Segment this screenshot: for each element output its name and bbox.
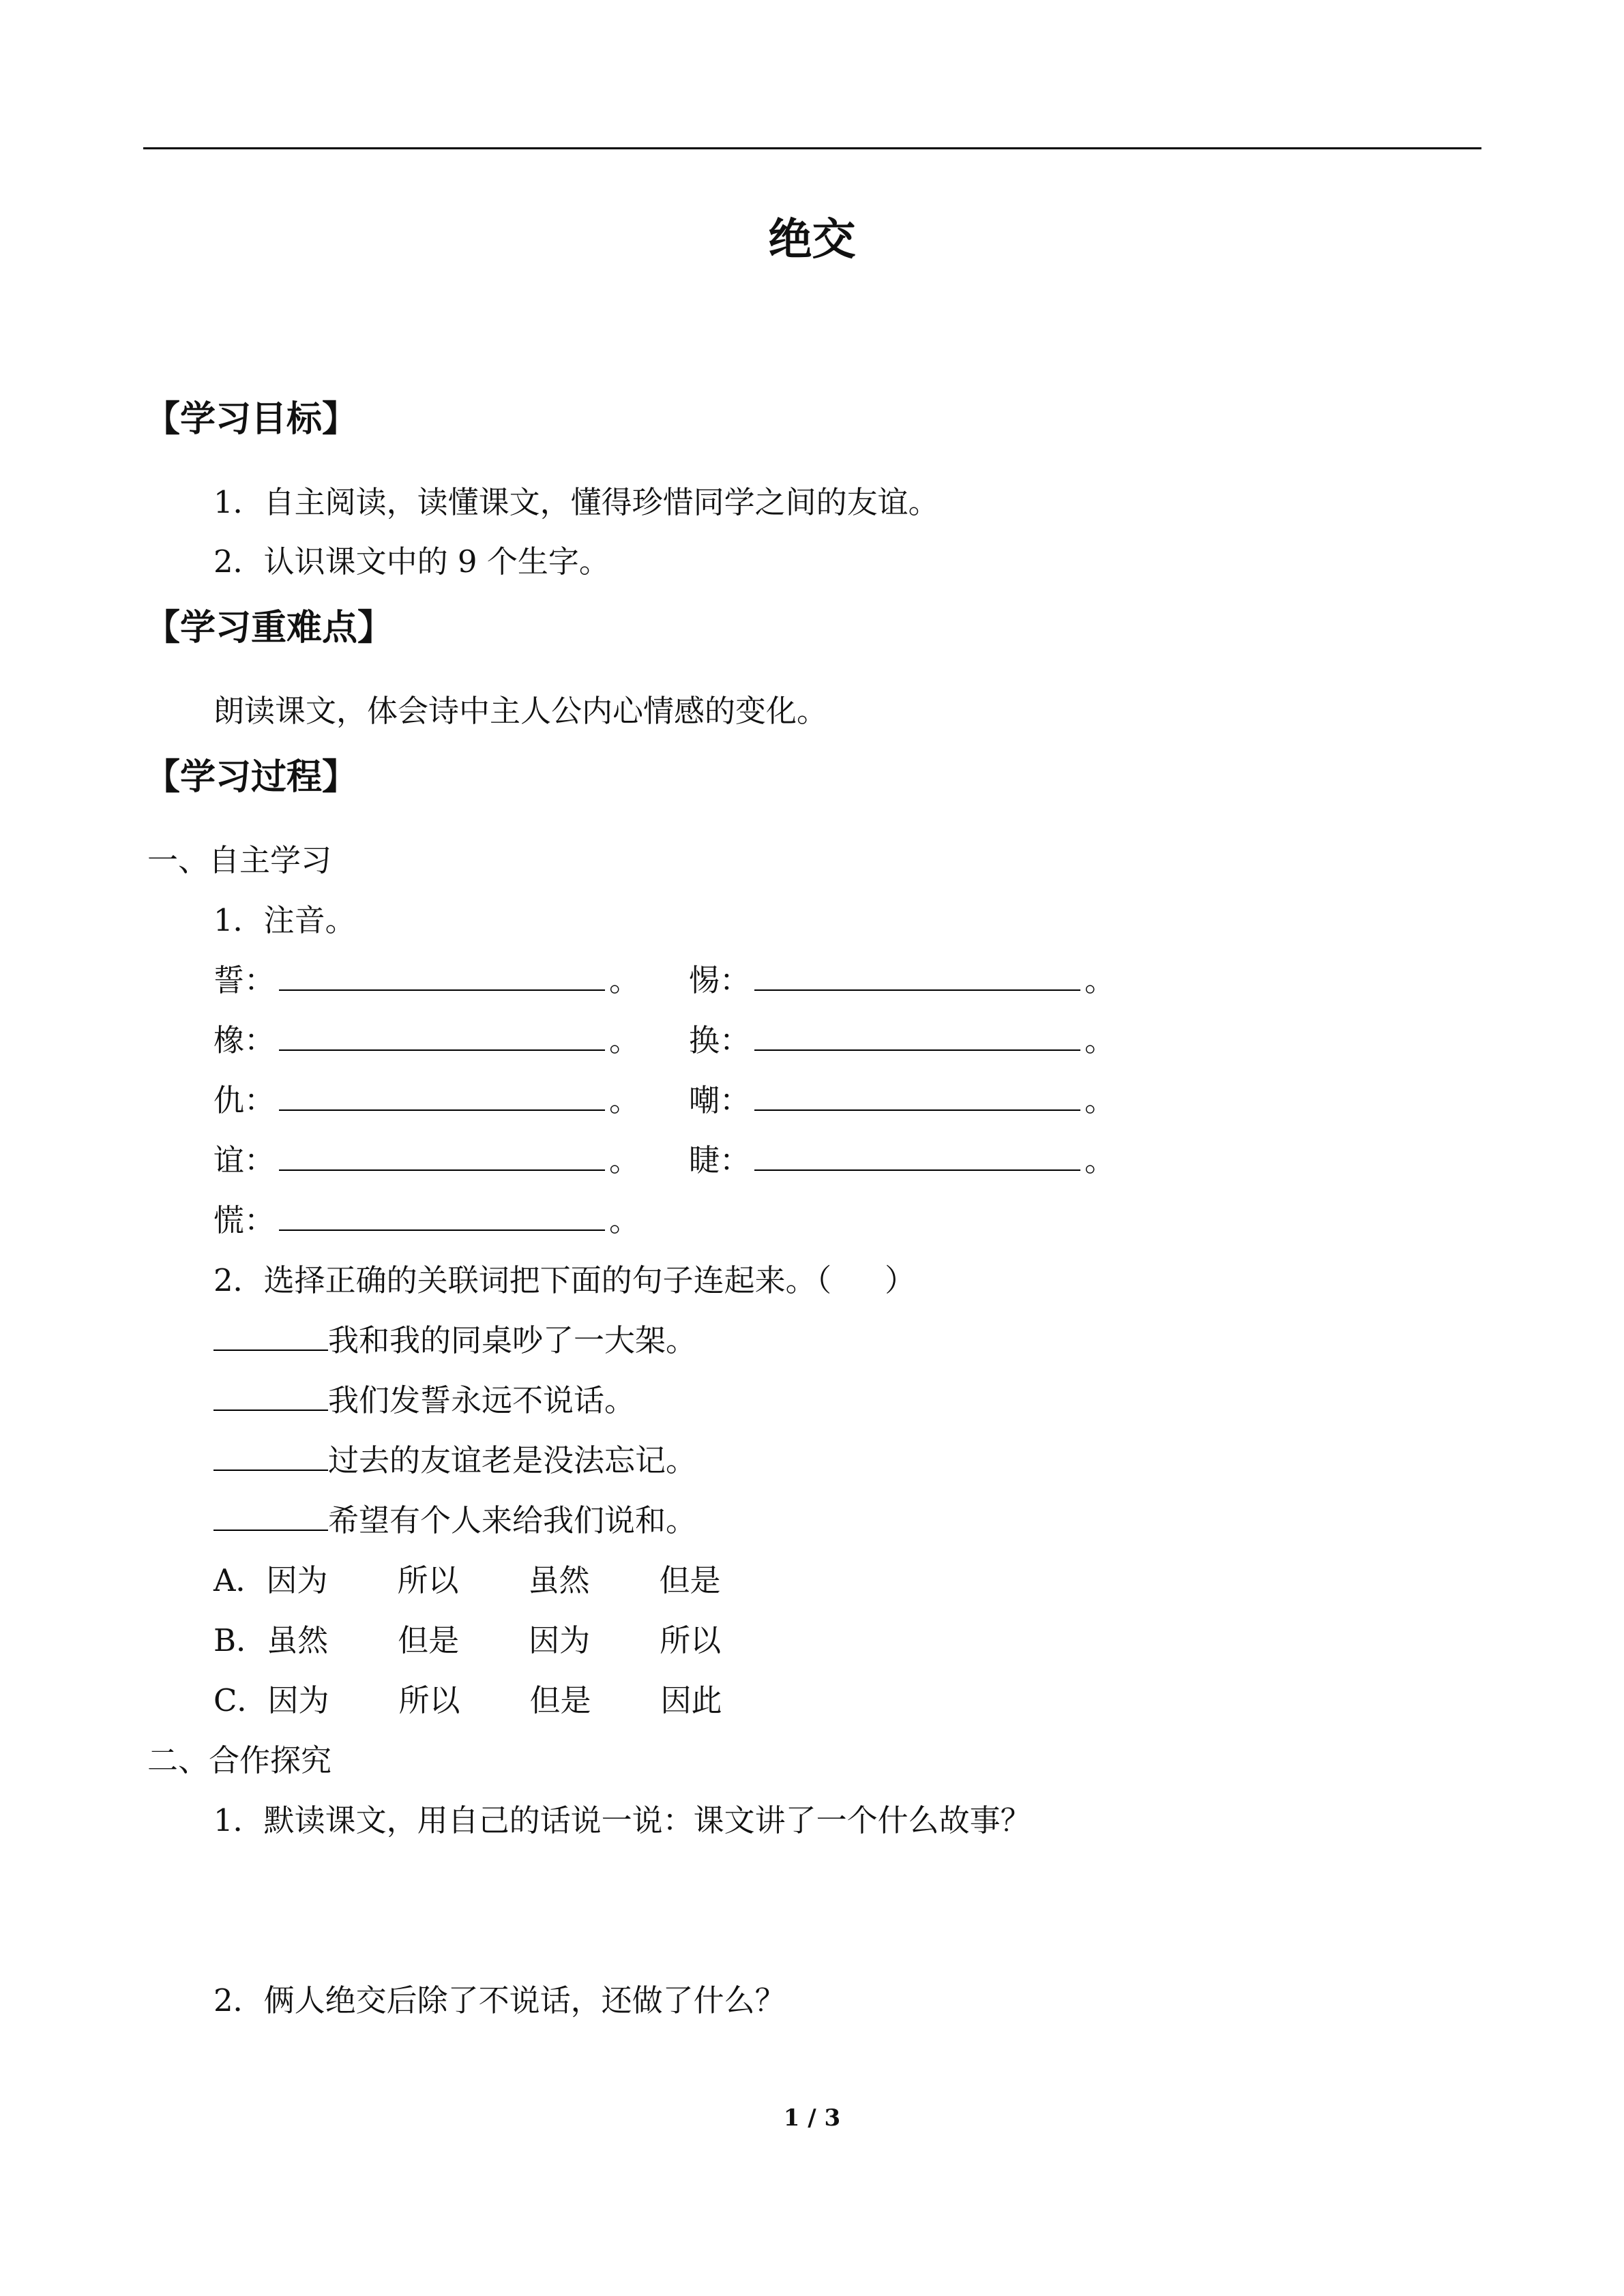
period: 。 — [1084, 1142, 1116, 1178]
sentence-line — [213, 1500, 696, 1541]
option-word: 所以 — [660, 1622, 722, 1658]
part2-title: 二、合作探究 — [147, 1742, 332, 1778]
part1-q1: 1．注音。 — [213, 902, 356, 938]
goals-heading: 【学习目标】 — [145, 399, 358, 440]
sentence-line — [213, 1380, 635, 1421]
pinyin-char: 换： — [689, 1022, 751, 1058]
pinyin-row — [213, 1200, 640, 1241]
part2-q1: 1．默读课文，用自己的话说一说：课文讲了一个什么故事？ — [213, 1802, 1031, 1838]
period: 。 — [609, 1202, 640, 1238]
period: 。 — [1084, 962, 1116, 998]
pinyin-blank[interactable] — [279, 1202, 605, 1231]
goal-item-1: 1．自主阅读，读懂课文，懂得珍惜同学之间的友谊。 — [213, 484, 939, 520]
sentence-text: 我们发誓永远不说话。 — [328, 1382, 636, 1418]
pinyin-blank[interactable] — [279, 1022, 605, 1051]
key-points-text: 朗读课文，体会诗中主人公内心情感的变化。 — [213, 693, 828, 729]
option-word: 所以 — [397, 1562, 459, 1598]
conjunction-blank[interactable] — [213, 1322, 328, 1351]
header-rule — [143, 147, 1481, 149]
sentence-line — [213, 1320, 696, 1361]
page-number: 1 / 3 — [783, 2104, 841, 2132]
conjunction-blank[interactable] — [213, 1382, 328, 1411]
option-word: 虽然 — [528, 1562, 590, 1598]
period: 。 — [609, 1022, 640, 1058]
option-word: 但是 — [529, 1682, 591, 1718]
pinyin-char: 睫： — [689, 1142, 751, 1178]
part1-q2-close: ） — [885, 1262, 916, 1298]
pinyin-row — [689, 960, 1115, 1001]
process-heading: 【学习过程】 — [145, 757, 358, 798]
pinyin-char: 惕： — [689, 962, 751, 998]
sentence-text: 过去的友谊老是没法忘记。 — [328, 1442, 697, 1478]
part1-q2 — [213, 1260, 915, 1301]
key-points-heading: 【学习重难点】 — [145, 608, 394, 648]
pinyin-char: 慌： — [213, 1202, 276, 1238]
pinyin-blank[interactable] — [754, 962, 1080, 991]
pinyin-blank[interactable] — [279, 1142, 605, 1171]
part1-title: 一、自主学习 — [147, 842, 332, 878]
option-label: C． — [213, 1682, 268, 1718]
pinyin-row — [213, 960, 640, 1001]
option-word: 因为 — [266, 1562, 328, 1598]
option-word: 虽然 — [267, 1622, 329, 1658]
period: 。 — [1084, 1022, 1116, 1058]
pinyin-blank[interactable] — [754, 1142, 1080, 1171]
option-word: 但是 — [398, 1622, 460, 1658]
option-word: 因为 — [267, 1682, 329, 1718]
option-word: 因此 — [660, 1682, 722, 1718]
option-a[interactable] — [213, 1560, 721, 1601]
conjunction-blank[interactable] — [213, 1442, 328, 1471]
pinyin-row — [689, 1080, 1115, 1121]
goal-item-2: 2．认识课文中的 9 个生字。 — [213, 543, 610, 580]
pinyin-char: 仇： — [213, 1082, 276, 1118]
option-label: A． — [213, 1562, 267, 1598]
pinyin-char: 誓： — [213, 962, 276, 998]
option-c[interactable] — [213, 1680, 722, 1721]
pinyin-char: 橡： — [213, 1022, 276, 1058]
option-word: 因为 — [529, 1622, 591, 1658]
option-word: 但是 — [659, 1562, 721, 1598]
option-b[interactable] — [213, 1620, 721, 1661]
pinyin-row — [689, 1140, 1115, 1181]
part1-q2-text: 2．选择正确的关联词把下面的句子连起来。（ — [213, 1262, 832, 1298]
page-title: 绝交 — [768, 215, 856, 265]
pinyin-row — [213, 1080, 640, 1121]
pinyin-blank[interactable] — [754, 1022, 1080, 1051]
period: 。 — [609, 962, 640, 998]
pinyin-blank[interactable] — [754, 1082, 1080, 1111]
conjunction-blank[interactable] — [213, 1502, 328, 1531]
pinyin-blank[interactable] — [279, 962, 605, 991]
pinyin-blank[interactable] — [279, 1082, 605, 1111]
part2-q2: 2．俩人绝交后除了不说话，还做了什么？ — [213, 1982, 786, 2018]
period: 。 — [609, 1082, 640, 1118]
period: 。 — [609, 1142, 640, 1178]
pinyin-char: 嘲： — [689, 1082, 751, 1118]
sentence-line — [213, 1440, 696, 1481]
pinyin-row — [213, 1020, 640, 1061]
period: 。 — [1084, 1082, 1116, 1118]
option-label: B． — [213, 1622, 267, 1658]
sentence-text: 希望有个人来给我们说和。 — [328, 1502, 697, 1538]
pinyin-char: 谊： — [213, 1142, 276, 1178]
sentence-text: 我和我的同桌吵了一大架。 — [328, 1322, 697, 1358]
pinyin-row — [213, 1140, 640, 1181]
pinyin-row — [689, 1020, 1115, 1061]
option-word: 所以 — [398, 1682, 460, 1718]
